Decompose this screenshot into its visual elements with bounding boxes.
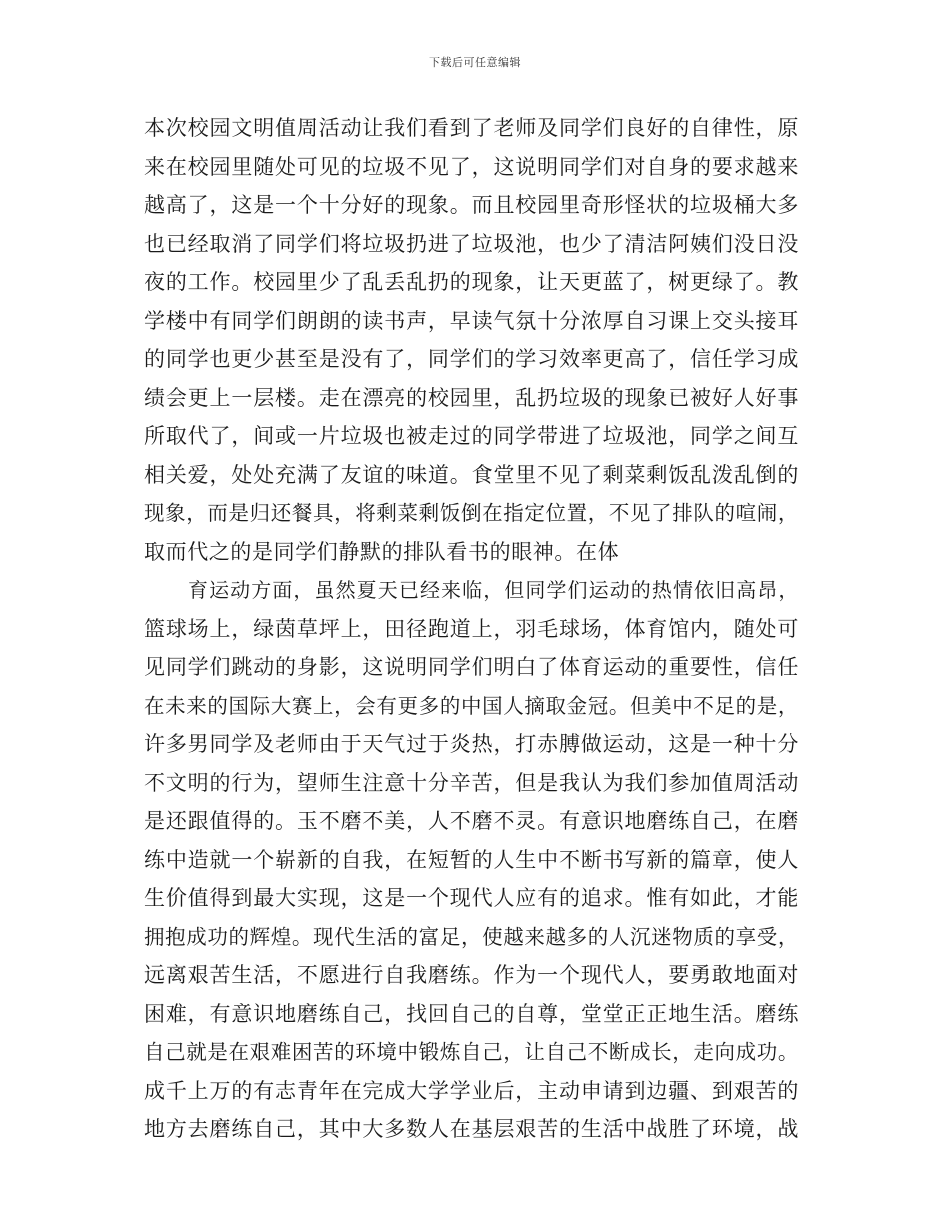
text-line: 成千上万的有志青年在完成大学学业后，主动申请到边疆、到艰苦的 [144, 1078, 799, 1103]
text-line: 生价值得到最大实现，这是一个现代人应有的追求。惟有如此，才能 [144, 886, 799, 910]
text-line: 来在校园里随处可见的垃圾不见了，这说明同学们对自身的要求越来 [144, 154, 799, 179]
text-line: 自己就是在艰难困苦的环境中锻炼自己，让自己不断成长，走向成功。 [144, 1040, 799, 1064]
paragraph-1 [144, 109, 799, 571]
text-line: 现象，而是归还餐具，将剩菜剩饭倒在指定位置，不见了排队的喧闹， [144, 501, 799, 525]
text-line: 篮球场上，绿茵草坪上，田径跑道上，羽毛球场，体育馆内，随处可 [144, 616, 799, 641]
text-line: 见同学们跳动的身影，这说明同学们明白了体育运动的重要性，信任 [144, 655, 799, 679]
text-line: 困难，有意识地磨练自己，找回自己的自尊，堂堂正正地生活。磨练 [144, 1001, 799, 1026]
document-body [144, 109, 799, 1149]
text-line: 拥抱成功的辉煌。现代生活的富足，使越来越多的人沉迷物质的享受， [144, 924, 799, 949]
text-line: 夜的工作。校园里少了乱丢乱扔的现象，让天更蓝了，树更绿了。教 [144, 270, 799, 294]
paragraph-2 [144, 571, 799, 1149]
text-line: 地方去磨练自己，其中大多数人在基层艰苦的生活中战胜了环境，战 [144, 1117, 799, 1141]
text-line: 许多男同学及老师由于天气过于炎热，打赤膊做运动，这是一种十分 [144, 732, 799, 756]
text-line: 绩会更上一层楼。走在漂亮的校园里，乱扔垃圾的现象已被好人好事 [144, 385, 799, 410]
text-line: 本次校园文明值周活动让我们看到了老师及同学们良好的自律性，原 [144, 116, 799, 140]
text-line: 是还跟值得的。玉不磨不美，人不磨不灵。有意识地磨练自己，在磨 [144, 809, 799, 833]
text-line: 学楼中有同学们朗朗的读书声，早读气氛十分浓厚自习课上交头接耳 [144, 308, 799, 333]
text-line: 远离艰苦生活，不愿进行自我磨练。作为一个现代人，要勇敢地面对 [144, 963, 799, 987]
text-line: 不文明的行为，望师生注意十分辛苦，但是我认为我们参加值周活动 [144, 770, 799, 795]
text-line: 也已经取消了同学们将垃圾扔进了垃圾池，也少了清洁阿姨们没日没 [144, 231, 799, 256]
text-line: 的同学也更少甚至是没有了，同学们的学习效率更高了，信任学习成 [144, 347, 799, 371]
text-line: 越高了，这是一个十分好的现象。而且校园里奇形怪状的垃圾桶大多 [144, 193, 799, 217]
text-line: 所取代了，间或一片垃圾也被走过的同学带进了垃圾池，同学之间互 [144, 424, 799, 448]
text-line: 在未来的国际大赛上，会有更多的中国人摘取金冠。但美中不足的是， [144, 693, 799, 718]
header-note: 下载后可任意编辑 [429, 56, 521, 69]
text-line: 取而代之的是同学们静默的排队看书的眼神。在体 [144, 539, 620, 564]
text-line: 相关爱，处处充满了友谊的味道。食堂里不见了剩菜剩饭乱泼乱倒的 [144, 462, 799, 487]
text-line: 育运动方面，虽然夏天已经来临，但同学们运动的热情依旧高昂， [188, 578, 799, 602]
text-line: 练中造就一个崭新的自我，在短暂的人生中不断书写新的篇章，使人 [144, 847, 799, 872]
